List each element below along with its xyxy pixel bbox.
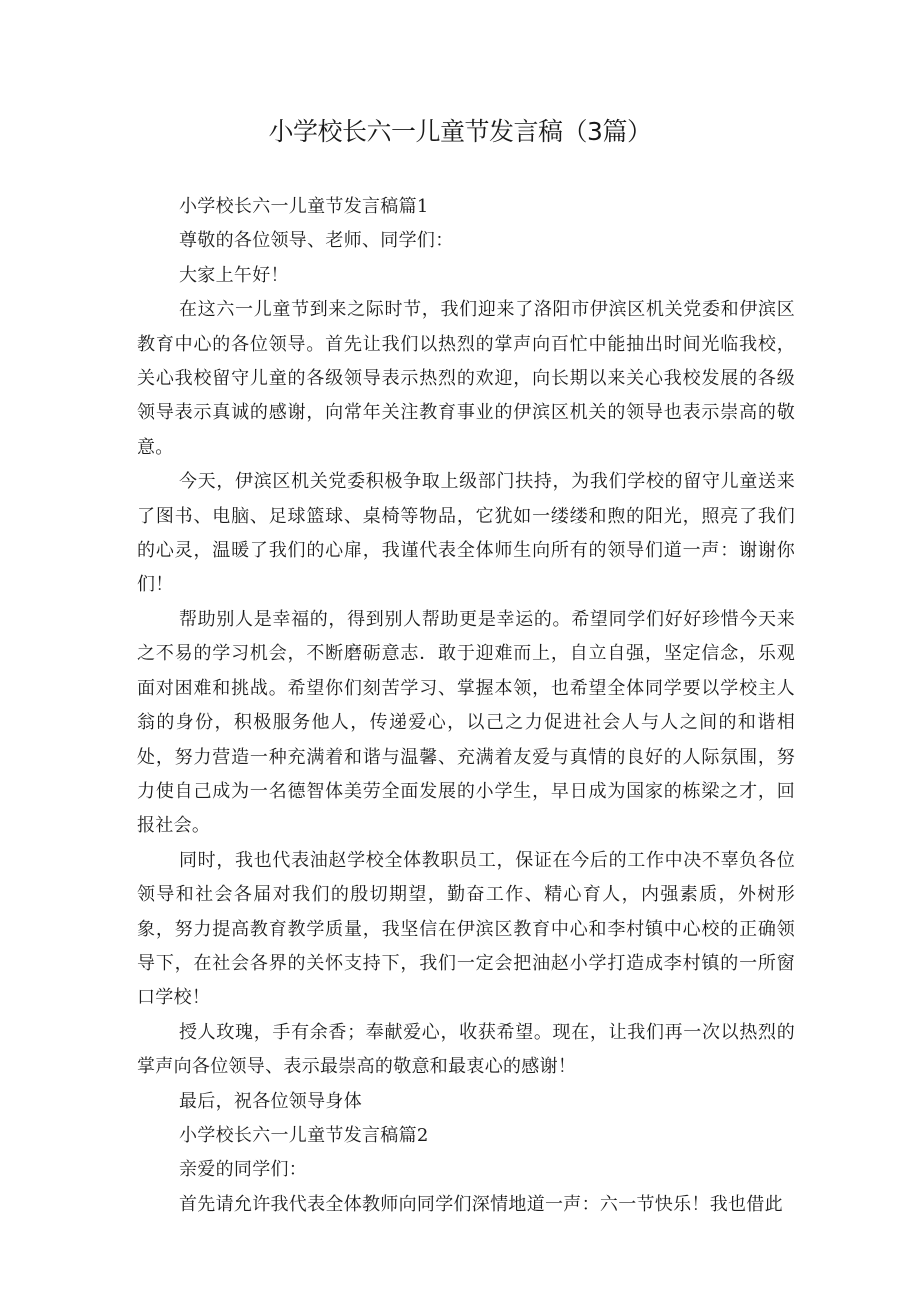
section-heading-1: 小学校长六一儿童节发言稿篇1 bbox=[179, 196, 429, 217]
body-paragraph: 今天，伊滨区机关党委积极争取上级部门扶持，为我们学校的留守儿童送来了图书、电脑、足球篮球、桌椅等物品，它犹如一缕缕和煦的阳光，照亮了我们的心灵，温暖了我们的心扉，我谨代表全体师生向所有的领导们道一声：谢谢你们！ bbox=[137, 471, 795, 596]
body-paragraph: 授人玫瑰，手有余香；奉献爱心，收获希望。现在，让我们再一次以热烈的掌声向各位领导、表示最崇高的敬意和最衷心的感谢！ bbox=[137, 1021, 795, 1078]
salutation: 亲爱的同学们： bbox=[179, 1159, 308, 1181]
salutation: 尊敬的各位领导、老师、同学们： bbox=[179, 230, 454, 252]
section-heading-2: 小学校长六一儿童节发言稿篇2 bbox=[179, 1124, 429, 1146]
body-paragraph: 帮助别人是幸福的，得到别人帮助更是幸运的。希望同学们好好珍惜今天来之不易的学习机会，不断磨砺意志．敢于迎难而上，自立自强，坚定信念，乐观面对困难和挑战。希望你们刻苦学习、掌握本领，也希望全体同学要以学校主人翁的身份，积极服务他人，传递爱心，以己之力促进社会人与人之间的和谐相处，努力营造一种充满着和谐与温馨、充满着友爱与真情的良好的人际氛围，努力使自己成为一名德智体美劳全面发展的小学生，早日成为国家的栋梁之才，回报社会。 bbox=[137, 608, 795, 837]
body-paragraph: 同时，我也代表油赵学校全体教职员工，保证在今后的工作中决不辜负各位领导和社会各届对我们的殷切期望，勤奋工作、精心育人，内强素质，外树形象，努力提高教育教学质量，我坚信在伊滨区教育中心和李村镇中心校的正确领导下，在社会各界的关怀支持下，我们一定会把油赵小学打造成李村镇的一所窗口学校！ bbox=[137, 849, 795, 1009]
body-paragraph: 在这六一儿童节到来之际时节，我们迎来了洛阳市伊滨区机关党委和伊滨区教育中心的各位领导。首先让我们以热烈的掌声向百忙中能抽出时间光临我校，关心我校留守儿童的各级领导表示热烈的欢迎，向长期以来关心我校发展的各级领导表示真诚的感谢，向常年关注教育事业的伊滨区机关的领导也表示崇高的敬意。 bbox=[137, 299, 795, 458]
document-body bbox=[137, 190, 795, 1222]
greeting: 大家上午好！ bbox=[179, 264, 289, 286]
body-paragraph: 首先请允许我代表全体教师向同学们深情地道一声：六一节快乐！我也借此 bbox=[179, 1193, 783, 1215]
closing-line: 最后，祝各位领导身体 bbox=[179, 1090, 362, 1112]
document-title: 小学校长六一儿童节发言稿（3篇） bbox=[268, 117, 652, 146]
